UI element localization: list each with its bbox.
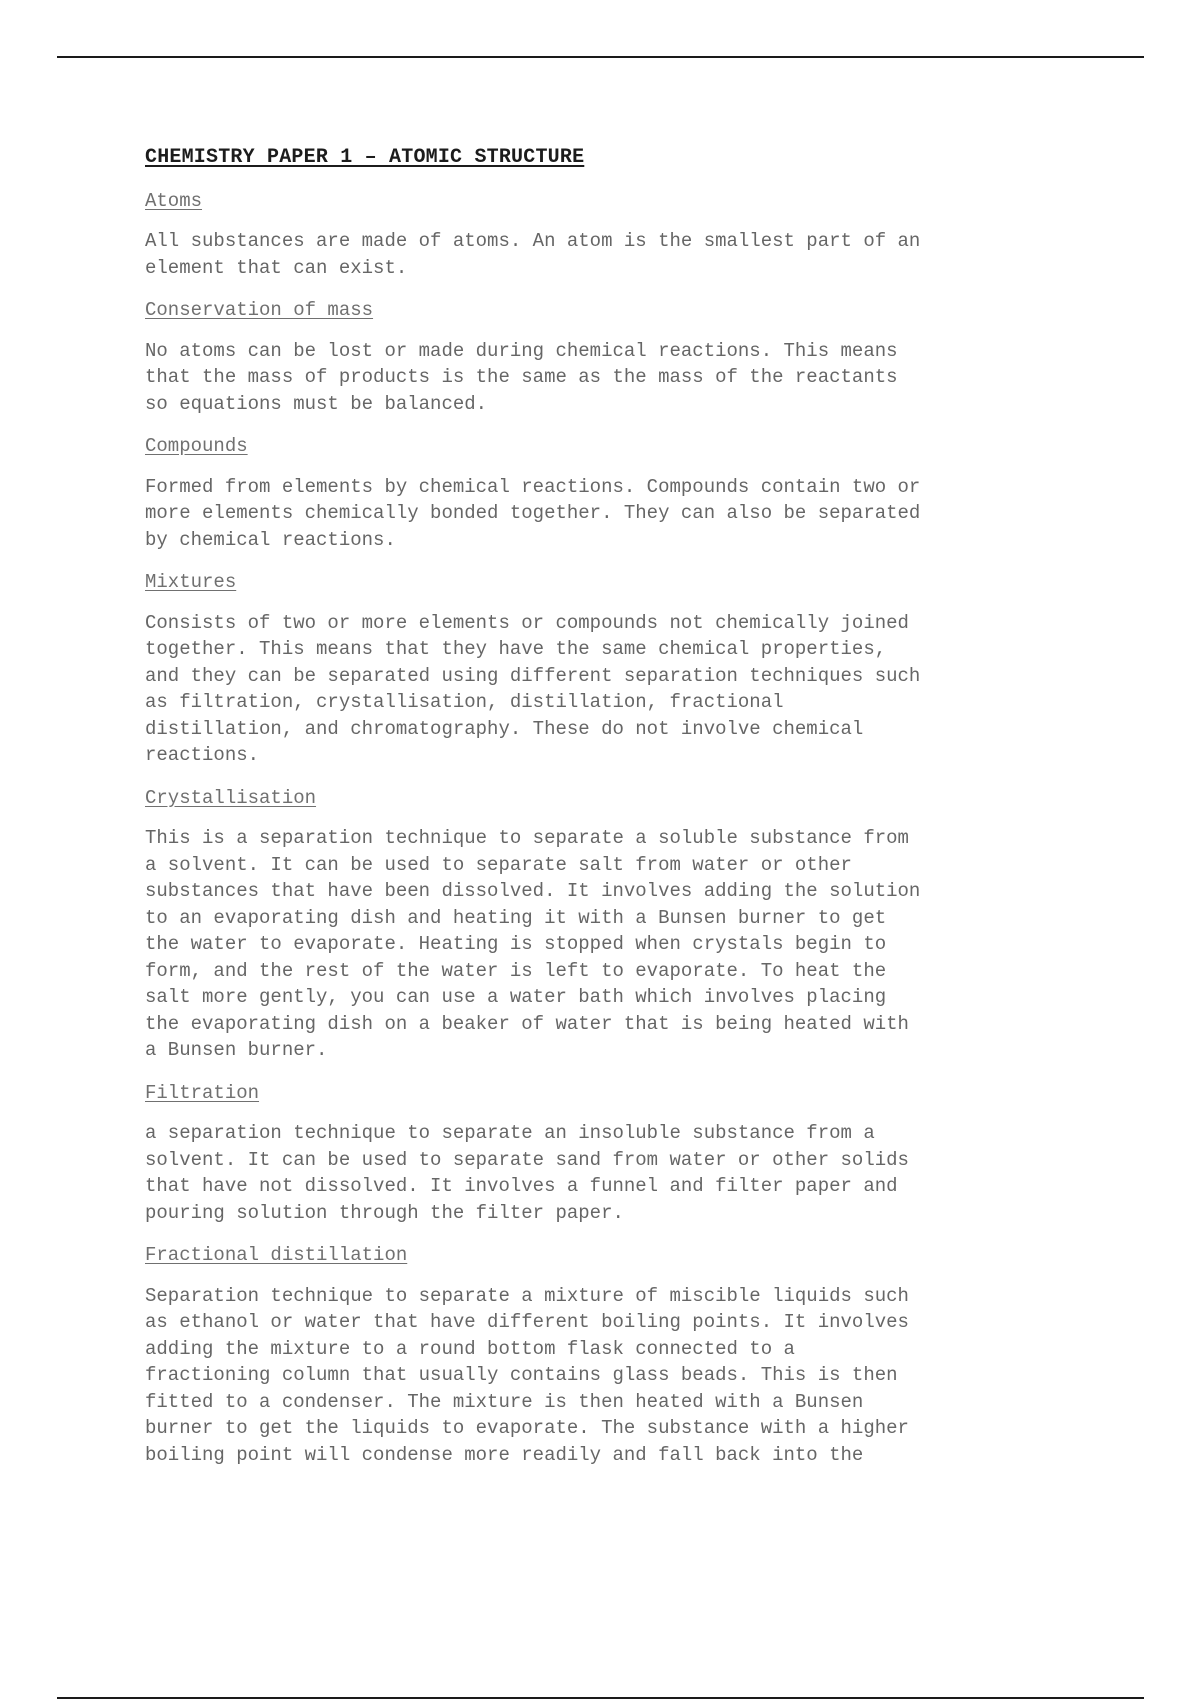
section-compounds <box>145 433 1085 553</box>
section-mixtures <box>145 569 1085 769</box>
section-heading: Filtration <box>145 1081 260 1104</box>
section-body: Separation technique to separate a mixture of miscible liquids such as ethanol or water that have different boiling points. It involves adding the mixture to a round bottom flask connected to a fractioning column that usually contains glass beads. This is then fitted to a condenser. The mixture is then heated with a Bunsen burner to get the liquids to evaporate. The substance with a higher boiling point will condense more readily and fall back into the <box>145 1284 909 1466</box>
section-body: All substances are made of atoms. An atom is the smallest part of an element that can exist. <box>145 230 921 279</box>
section-heading: Fractional distillation <box>145 1244 408 1266</box>
section-filtration <box>145 1080 1085 1227</box>
document-content <box>145 145 1085 1484</box>
section-heading: Atoms <box>145 189 203 212</box>
top-rule <box>57 56 1144 58</box>
section-conservation-of-mass <box>145 297 1085 417</box>
section-body: This is a separation technique to separate a soluble substance from a solvent. It can be used to separate salt from water or other substances that have been dissolved. It involves adding the solution to an evaporating dish and heating it with a Bunsen burner to get the water to evaporate. Heating is stopped when crystals begin to form, and the rest of the water is left to evaporate. To heat the salt more gently, you can use a water bath which involves placing the evaporating dish on a beaker of water that is being heated with a Bunsen burner. <box>145 827 921 1061</box>
section-body: a separation technique to separate an insoluble substance from a solvent. It can be used to separate sand from water or other solids that have not dissolved. It involves a funnel and filter paper and pouring solution through the filter paper. <box>145 1122 909 1224</box>
bottom-rule <box>57 1697 1144 1699</box>
section-heading: Conservation of mass <box>145 299 374 321</box>
section-body: Formed from elements by chemical reactions. Compounds contain two or more elements chemically bonded together. They can also be separated by chemical reactions. <box>145 475 921 551</box>
section-crystallisation <box>145 785 1085 1064</box>
section-heading: Mixtures <box>145 571 237 593</box>
document-title: CHEMISTRY PAPER 1 – ATOMIC STRUCTURE <box>145 146 585 169</box>
section-body: No atoms can be lost or made during chemical reactions. This means that the mass of products is the same as the mass of the reactants so equations must be balanced. <box>145 339 898 415</box>
section-body: Consists of two or more elements or compounds not chemically joined together. This means that they have the same chemical properties, and they can be separated using different separation techniques such as filtration, crystallisation, distillation, fractional distillation, and chromatography. These do not involve chemical reactions. <box>145 611 921 766</box>
section-heading: Crystallisation <box>145 786 317 809</box>
section-atoms <box>145 188 1085 282</box>
section-fractional-distillation <box>145 1242 1085 1468</box>
section-heading: Compounds <box>145 435 248 457</box>
